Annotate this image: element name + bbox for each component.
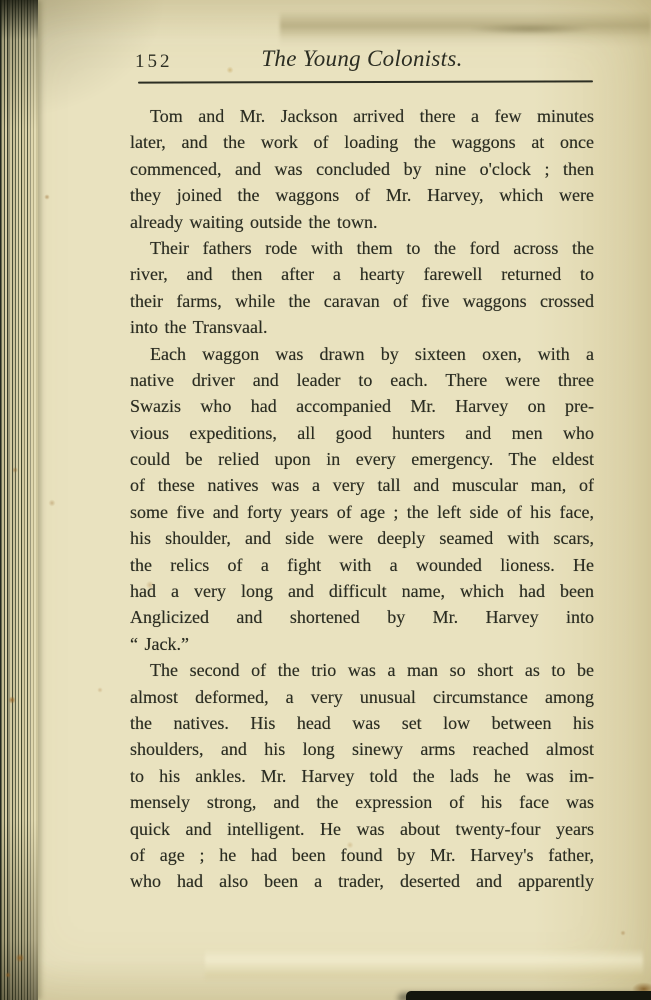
text-line: mensely strong, and the expression of his face was — [130, 792, 594, 813]
paragraph — [130, 341, 594, 658]
text-line: vious expeditions, all good hunters and men who — [130, 422, 594, 443]
text-line: of these natives was a very tall and muscular man, of — [130, 475, 594, 496]
text-line: Swazis who had accompanied Mr. Harvey on pre- — [130, 396, 594, 417]
background-shadow — [406, 991, 651, 1000]
running-head: The Young Colonists. — [261, 46, 463, 71]
page-header — [130, 46, 594, 78]
page-text — [130, 103, 594, 895]
text-line: shoulders, and his long sinewy arms reached almost — [130, 739, 594, 760]
text-line: of age ; he had been found by Mr. Harvey's father, — [130, 844, 594, 865]
text-line: had a very long and difficult name, which had been — [130, 581, 594, 602]
top-page-edge-shadow — [280, 12, 651, 46]
text-line: the relics of a fight with a wounded lioness. He — [130, 554, 594, 575]
text-line: his shoulder, and side were deeply seamed with scars, — [130, 528, 594, 549]
text-line: “ Jack.” — [130, 633, 189, 654]
text-line: quick and intelligent. He was about twenty-four years — [130, 818, 594, 839]
text-line: the natives. His head was set low between his — [130, 712, 594, 733]
text-line: later, and the work of loading the waggons at once — [130, 132, 594, 153]
text-line: into the Transvaal. — [130, 317, 268, 338]
text-line: already waiting outside the town. — [130, 211, 378, 232]
text-line: Each waggon was drawn by sixteen oxen, with a — [150, 343, 594, 364]
text-line: commenced, and was concluded by nine o'clock ; then — [130, 158, 594, 179]
page-edges-strip — [0, 0, 38, 1000]
text-line: The second of the trio was a man so short as to be — [150, 660, 594, 681]
text-line: native driver and leader to each. There were three — [130, 369, 594, 390]
header-rule — [138, 80, 593, 83]
text-line: they joined the waggons of Mr. Harvey, which were — [130, 185, 594, 206]
text-line: Tom and Mr. Jackson arrived there a few minutes — [150, 106, 594, 126]
text-line: their farms, while the caravan of five waggons crossed — [130, 290, 594, 311]
paragraph — [130, 235, 594, 341]
text-line: to his ankles. Mr. Harvey told the lads he was im- — [130, 765, 594, 786]
bottom-page-edge-highlight — [205, 948, 643, 982]
text-line: could be relied upon in every emergency. The eldest — [130, 449, 594, 470]
text-line: some five and forty years of age ; the left side of his face, — [130, 501, 594, 522]
paragraph — [130, 657, 594, 895]
text-line: river, and then after a hearty farewell returned to — [130, 264, 594, 285]
text-line: almost deformed, a very unusual circumstance among — [130, 686, 594, 707]
text-line: Their fathers rode with them to the ford across the — [150, 237, 594, 258]
page-number: 152 — [135, 51, 173, 72]
text-line: who had also been a trader, deserted and apparently — [130, 871, 594, 892]
text-line: Anglicized and shortened by Mr. Harvey into — [130, 607, 594, 628]
paragraph — [130, 103, 594, 235]
